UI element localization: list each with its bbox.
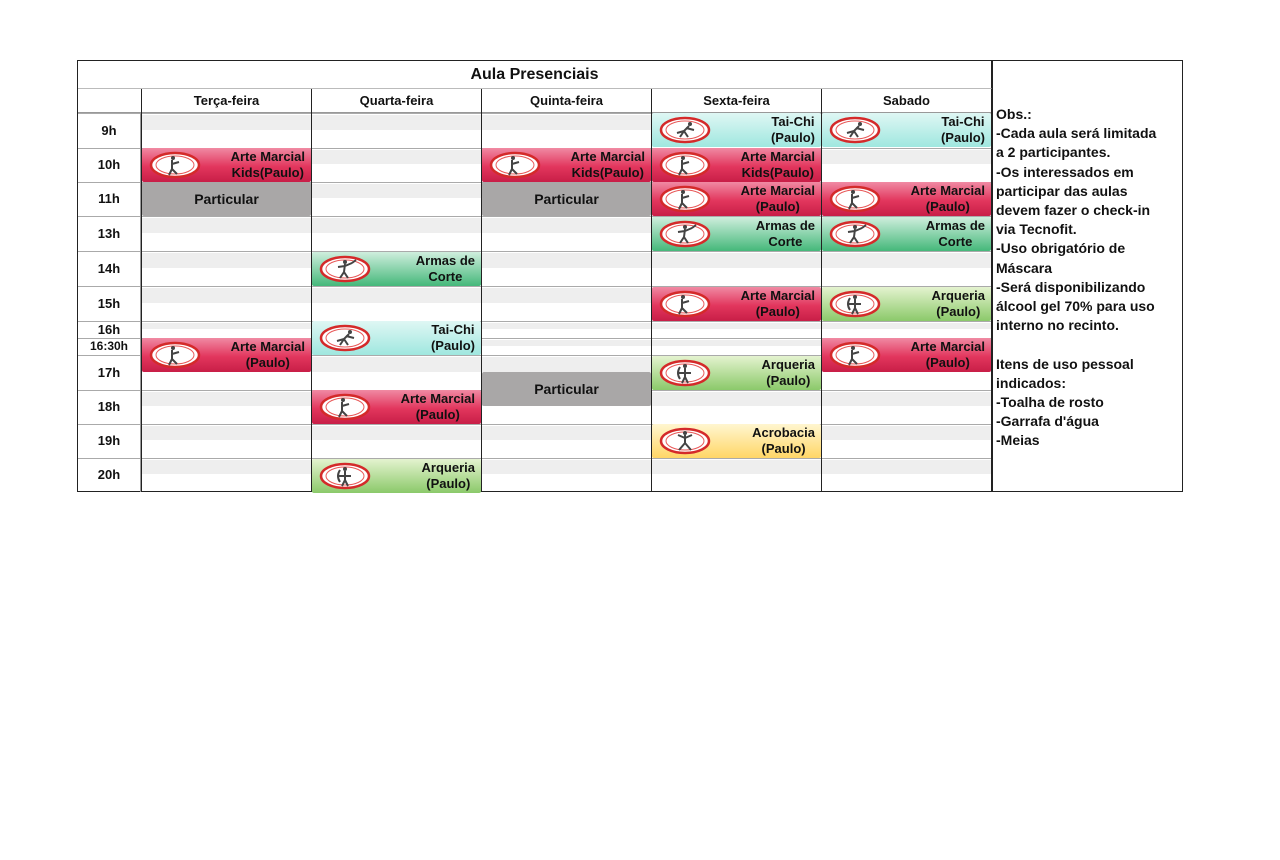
day-header: Sexta-feira xyxy=(651,89,821,113)
row-stripe xyxy=(652,323,821,329)
class-instructor: (Paulo) xyxy=(770,130,815,145)
class-name: Arte Marcial xyxy=(740,149,815,164)
class-instructor: (Paulo) xyxy=(925,199,970,214)
observations-panel xyxy=(992,61,1182,491)
class-name: Arte Marcial xyxy=(740,288,815,303)
row-divider xyxy=(78,321,991,322)
obs-line: participar das aulas xyxy=(996,182,1128,199)
class-label xyxy=(752,425,815,457)
row-stripe xyxy=(652,340,821,346)
class-name: Arte Marcial xyxy=(400,391,475,406)
class-block-taichi[interactable] xyxy=(312,321,481,355)
class-name: Arqueria xyxy=(761,357,815,372)
obs-line: interno no recinto. xyxy=(996,317,1119,334)
martial-arts-kick-icon xyxy=(148,150,202,180)
martial-arts-kick-icon xyxy=(148,340,202,370)
tai-chi-icon xyxy=(658,115,712,145)
class-instructor: Kids(Paulo) xyxy=(571,165,644,180)
class-name: Acrobacia xyxy=(752,425,815,440)
archer-icon xyxy=(658,358,712,388)
class-instructor: (Paulo) xyxy=(925,355,970,370)
obs-line: -Os interessados em xyxy=(996,163,1134,180)
class-label xyxy=(231,339,305,371)
row-stripe xyxy=(822,460,991,474)
class-block-arqueria[interactable] xyxy=(312,459,481,493)
class-name: Armas de xyxy=(415,253,475,268)
class-name: Arte Marcial xyxy=(230,339,305,354)
class-block-arte[interactable] xyxy=(652,287,821,321)
class-block-taichi[interactable] xyxy=(822,113,991,147)
class-name: Arte Marcial xyxy=(910,339,985,354)
row-stripe xyxy=(652,460,821,474)
row-stripe xyxy=(482,357,651,372)
row-stripe xyxy=(822,253,991,268)
class-name: Tai-Chi xyxy=(431,322,475,337)
acrobat-icon xyxy=(658,426,712,456)
class-instructor: (Paulo) xyxy=(755,304,800,319)
martial-arts-kick-icon xyxy=(658,184,712,214)
class-label xyxy=(482,381,651,397)
class-instructor: (Paulo) xyxy=(755,199,800,214)
class-label xyxy=(431,322,475,354)
row-stripe xyxy=(652,253,821,268)
row-stripe xyxy=(312,426,481,440)
class-label xyxy=(911,339,985,371)
tai-chi-icon xyxy=(318,323,372,353)
martial-arts-kick-icon xyxy=(658,289,712,319)
sword-fighter-icon xyxy=(318,254,372,284)
obs-line: -Meias xyxy=(996,432,1040,449)
archer-icon xyxy=(318,461,372,491)
row-divider xyxy=(78,424,991,425)
class-block-arte[interactable] xyxy=(312,390,481,424)
class-block-arqueria[interactable] xyxy=(652,356,821,390)
time-label: 9h xyxy=(78,113,141,148)
tai-chi-icon xyxy=(828,115,882,145)
day-header: Terça-feira xyxy=(141,89,311,113)
obs-line: -Garrafa d'água xyxy=(996,413,1099,430)
obs-line: a 2 participantes. xyxy=(996,144,1111,161)
class-block-acrobacia[interactable] xyxy=(652,424,821,458)
class-instructor: (Paulo) xyxy=(430,338,475,353)
class-block-arte[interactable] xyxy=(822,182,991,216)
class-name: Armas de xyxy=(925,218,985,233)
class-block-arqueria[interactable] xyxy=(822,287,991,321)
class-label xyxy=(416,253,475,285)
obs-line xyxy=(996,335,1180,354)
time-label: 10h xyxy=(78,148,141,182)
time-label: 16:30h xyxy=(78,338,141,355)
class-block-armas[interactable] xyxy=(652,217,821,251)
class-name: Tai-Chi xyxy=(941,114,985,129)
time-label: 11h xyxy=(78,182,141,216)
row-stripe xyxy=(482,218,651,233)
row-stripe xyxy=(142,253,311,268)
row-stripe xyxy=(142,288,311,303)
class-name: Armas de xyxy=(755,218,815,233)
time-label: 17h xyxy=(78,355,141,390)
obs-line: Obs.: xyxy=(996,106,1032,122)
row-stripe xyxy=(312,150,481,164)
martial-arts-kick-icon xyxy=(488,150,542,180)
class-block-armas[interactable] xyxy=(312,252,481,286)
obs-line: -Uso obrigatório de xyxy=(996,240,1126,257)
class-instructor: (Paulo) xyxy=(936,304,981,319)
row-stripe xyxy=(482,115,651,130)
row-stripe xyxy=(822,392,991,406)
class-label xyxy=(741,288,815,320)
class-label xyxy=(571,149,645,181)
class-label xyxy=(741,149,815,181)
martial-arts-kick-icon xyxy=(658,150,712,180)
class-instructor: Kids(Paulo) xyxy=(231,165,304,180)
class-label xyxy=(756,218,815,250)
schedule-title: Aula Presenciais xyxy=(78,61,992,89)
corner-cell xyxy=(78,89,141,113)
class-label xyxy=(762,357,815,389)
class-instructor: Corte xyxy=(938,234,973,249)
class-instructor: (Paulo) xyxy=(245,355,290,370)
time-label: 16h xyxy=(78,321,141,338)
row-stripe xyxy=(482,253,651,268)
column-divider xyxy=(311,89,312,492)
row-stripe xyxy=(142,323,311,329)
class-name: Arte Marcial xyxy=(230,149,305,164)
schedule-sheet xyxy=(77,60,1183,492)
class-instructor: (Paulo) xyxy=(426,476,471,491)
class-name: Tai-Chi xyxy=(771,114,815,129)
class-name: Arte Marcial xyxy=(570,149,645,164)
class-block-particular[interactable] xyxy=(142,182,311,216)
row-divider xyxy=(78,251,991,252)
sword-fighter-icon xyxy=(828,219,882,249)
row-stripe xyxy=(312,218,481,233)
row-stripe xyxy=(822,323,991,329)
class-label xyxy=(941,114,985,146)
martial-arts-kick-icon xyxy=(828,340,882,370)
sword-fighter-icon xyxy=(658,219,712,249)
class-label xyxy=(911,183,985,215)
class-instructor: (Paulo) xyxy=(940,130,985,145)
row-stripe xyxy=(482,323,651,329)
class-block-arte[interactable] xyxy=(822,338,991,372)
class-label xyxy=(741,183,815,215)
class-name: Particular xyxy=(194,191,259,207)
archer-icon xyxy=(828,289,882,319)
class-block-arte-kids[interactable] xyxy=(142,148,311,182)
class-instructor: Corte xyxy=(428,269,463,284)
obs-line: -Será disponibilizando xyxy=(996,278,1146,295)
class-name: Arte Marcial xyxy=(740,183,815,198)
class-label xyxy=(422,460,475,492)
row-stripe xyxy=(312,357,481,372)
obs-line: -Toalha de rosto xyxy=(996,394,1104,411)
class-block-particular[interactable] xyxy=(482,372,651,406)
row-stripe xyxy=(312,288,481,303)
class-label xyxy=(926,218,985,250)
obs-line: indicados: xyxy=(996,374,1067,391)
class-name: Arqueria xyxy=(421,460,475,475)
row-stripe xyxy=(142,115,311,130)
row-stripe xyxy=(482,460,651,474)
time-label: 13h xyxy=(78,216,141,251)
row-stripe xyxy=(142,460,311,474)
obs-line: álcool gel 70% para uso xyxy=(996,298,1155,315)
row-stripe xyxy=(482,288,651,303)
obs-line: -Cada aula será limitada xyxy=(996,125,1157,142)
class-block-taichi[interactable] xyxy=(652,113,821,147)
class-name: Particular xyxy=(534,191,599,207)
class-name: Arqueria xyxy=(931,288,985,303)
class-label xyxy=(142,191,311,207)
class-block-arte[interactable] xyxy=(142,338,311,372)
time-label: 14h xyxy=(78,251,141,286)
class-name: Arte Marcial xyxy=(910,183,985,198)
row-stripe xyxy=(142,218,311,233)
time-label: 19h xyxy=(78,424,141,458)
class-instructor: Kids(Paulo) xyxy=(741,165,814,180)
row-stripe xyxy=(822,426,991,440)
class-block-arte-kids[interactable] xyxy=(652,148,821,182)
class-instructor: (Paulo) xyxy=(761,441,806,456)
row-stripe xyxy=(822,150,991,164)
class-label xyxy=(771,114,815,146)
row-stripe xyxy=(482,340,651,346)
class-label xyxy=(231,149,305,181)
obs-line: devem fazer o check-in xyxy=(996,202,1151,219)
class-label xyxy=(401,391,475,423)
class-block-particular[interactable] xyxy=(482,182,651,216)
class-block-arte[interactable] xyxy=(652,182,821,216)
row-stripe xyxy=(312,115,481,130)
time-label: 18h xyxy=(78,390,141,424)
class-instructor: (Paulo) xyxy=(415,407,460,422)
time-label: 20h xyxy=(78,458,141,492)
row-stripe xyxy=(652,392,821,406)
class-instructor: Corte xyxy=(768,234,803,249)
day-header: Quarta-feira xyxy=(311,89,481,113)
class-block-arte-kids[interactable] xyxy=(482,148,651,182)
row-stripe xyxy=(312,184,481,198)
class-instructor: (Paulo) xyxy=(766,373,811,388)
class-label xyxy=(482,191,651,207)
class-label xyxy=(932,288,985,320)
martial-arts-kick-icon xyxy=(318,392,372,422)
day-header: Sabado xyxy=(821,89,991,113)
row-stripe xyxy=(142,392,311,406)
obs-line: via Tecnofit. xyxy=(996,221,1077,238)
obs-line: Máscara xyxy=(996,259,1053,276)
row-divider xyxy=(78,458,991,459)
row-stripe xyxy=(482,426,651,440)
row-stripe xyxy=(142,426,311,440)
obs-line: Itens de uso pessoal xyxy=(996,355,1134,372)
day-header: Quinta-feira xyxy=(481,89,651,113)
class-block-armas[interactable] xyxy=(822,217,991,251)
time-label: 15h xyxy=(78,286,141,321)
class-name: Particular xyxy=(534,381,599,397)
martial-arts-kick-icon xyxy=(828,184,882,214)
